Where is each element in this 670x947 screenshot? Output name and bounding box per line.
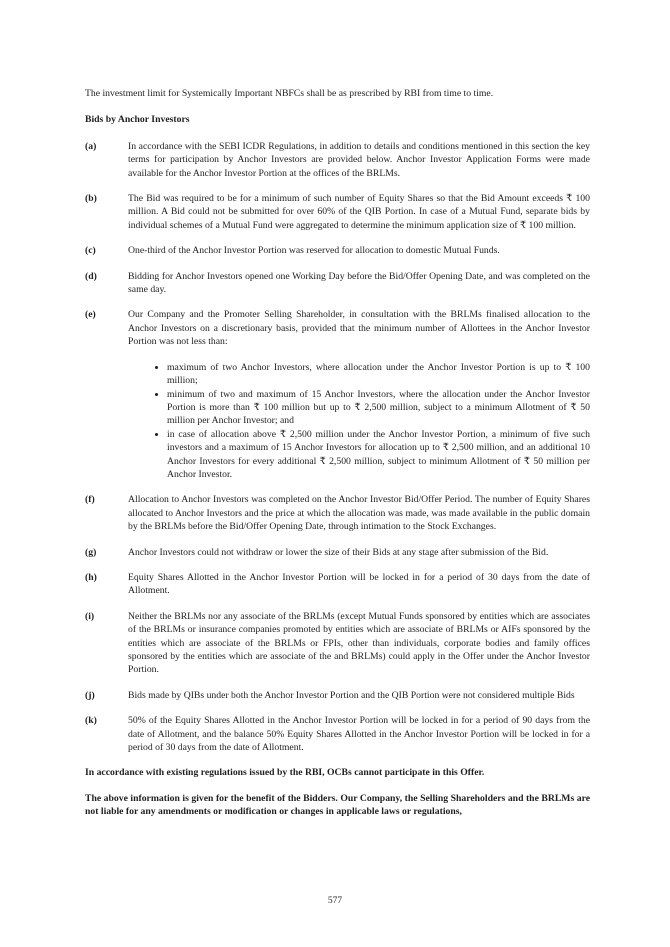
- list-item-h: [85, 571, 590, 598]
- bullet-item: • in case of allocation above ₹ 2,500 million under the Anchor Investor Portion, a minimum of five such investors and a maximum of 15 Anchor Investors for allocation up to ₹ 2,500 million, and an additional 10 Anchor Investors for every additional ₹ 2,500 million, subject to minimum Allotment of ₹ 50 million per Anchor Investor.: [167, 428, 590, 482]
- item-text: Bids made by QIBs under both the Anchor Investor Portion and the QIB Portion were not considered multiple Bids: [128, 689, 575, 701]
- list-item-e: [85, 308, 590, 481]
- item-text: Our Company and the Promoter Selling Shareholder, in consultation with the BRLMs finalised allocation to the Anchor Investors on a discretionary basis, provided that the minimum number of Allottees in the Anchor Investor Portion was not less than:: [128, 309, 590, 348]
- item-label: (e): [85, 309, 96, 321]
- intro-paragraph: The investment limit for Systemically Important NBFCs shall be as prescribed by RBI from time to time.: [85, 88, 494, 99]
- item-text: The Bid was required to be for a minimum of such number of Equity Shares so that the Bid Amount exceeds ₹ 100 million. A Bid could not be submitted for over 60% of the QIB Portion. In case of a Mutual Fund, separate bids by individual schemes of a Mutual Fund were aggregated to determine the minimum application size of ₹ 100 million.: [128, 193, 590, 231]
- list-item-g: [85, 546, 590, 559]
- page-number: 577: [327, 896, 343, 906]
- item-text: 50% of the Equity Shares Allotted in the Anchor Investor Portion will be locked in for a period of 90 days from the date of Allotment, and the balance 50% Equity Shares Allotted in the Anchor Investor Portion will be locked in for a period of 30 days from the date of Allotment.: [128, 715, 590, 754]
- bullet-item: • maximum of two Anchor Investors, where allocation under the Anchor Investor Portion is up to ₹ 100 million;: [167, 361, 590, 388]
- item-label: (d): [85, 270, 97, 282]
- list-item-i: [85, 610, 590, 677]
- closing-note-disclaimer: The above information is given for the benefit of the Bidders. Our Company, the Selling Shareholders and the BRLMs are not liable for any amendments or modification or changes in applicable laws or regulations,: [85, 792, 590, 818]
- bullet-item: • minimum of two and maximum of 15 Anchor Investors, where the allocation under the Anchor Investor Portion is more than ₹ 100 million but up to ₹ 2,500 million, subject to a minimum Allotment of ₹ 50 million per Anchor Investor; and: [167, 388, 590, 428]
- item-label: (a): [85, 140, 97, 152]
- closing-note-ocb: In accordance with existing regulations issued by the RBI, OCBs cannot participate in this Offer.: [85, 767, 485, 779]
- item-label: (b): [85, 193, 97, 205]
- item-text: Anchor Investors could not withdraw or lower the size of their Bids at any stage after submission of the Bid.: [128, 546, 549, 558]
- list-item-k: [85, 714, 590, 754]
- item-label: (k): [85, 715, 97, 727]
- item-label: (f): [85, 494, 95, 506]
- item-body: [128, 308, 590, 481]
- section-heading: Bids by Anchor Investors: [85, 114, 190, 126]
- item-text: Allocation to Anchor Investors was completed on the Anchor Investor Bid/Offer Period. The number of Equity Shares allocated to Anchor Investors and the price at which the allocation was made, was made available in the public domain by the BRLMs before the Bid/Offer Opening Date, through intimation to the Stock Exchanges.: [128, 494, 590, 533]
- item-text: One-third of the Anchor Investor Portion was reserved for allocation to domestic Mutual Funds.: [128, 245, 500, 257]
- list-item-d: [85, 270, 590, 297]
- item-text: Equity Shares Allotted in the Anchor Investor Portion will be locked in for a period of 30 days from the date of Allotment.: [128, 571, 590, 597]
- item-label: (g): [85, 546, 97, 558]
- item-text: Neither the BRLMs nor any associate of the BRLMs (except Mutual Funds sponsored by entities which are associates of the BRLMs or insurance companies promoted by entities which are associate of BRLMs or AIFs sponsored by the entities which are associate of the BRLMs or FPIs, other than individuals, corporate bodies and family offices sponsored by the entities which are associate of the and BRLMs) could apply in the Offer under the Anchor Investor Portion.: [128, 610, 590, 676]
- page-footer: [0, 895, 670, 908]
- item-label: (c): [85, 245, 96, 257]
- item-label: (j): [85, 689, 95, 701]
- item-label: (h): [85, 571, 97, 583]
- item-text: Bidding for Anchor Investors opened one Working Day before the Bid/Offer Opening Date, and was completed on the same day.: [128, 270, 590, 296]
- bullet-list: [150, 361, 590, 482]
- item-label: (i): [85, 610, 95, 622]
- list-item-b: [85, 192, 590, 232]
- list-item-f: [85, 493, 590, 533]
- list-item-c: [85, 244, 590, 257]
- list-item-j: [85, 689, 590, 702]
- list-item-a: [85, 140, 590, 180]
- item-text: In accordance with the SEBI ICDR Regulations, in addition to details and conditions mentioned in this section the key terms for participation by Anchor Investors are provided below. Anchor Investor Application Forms were made available for the Anchor Investor Portion at the offices of the BRLMs.: [128, 140, 590, 179]
